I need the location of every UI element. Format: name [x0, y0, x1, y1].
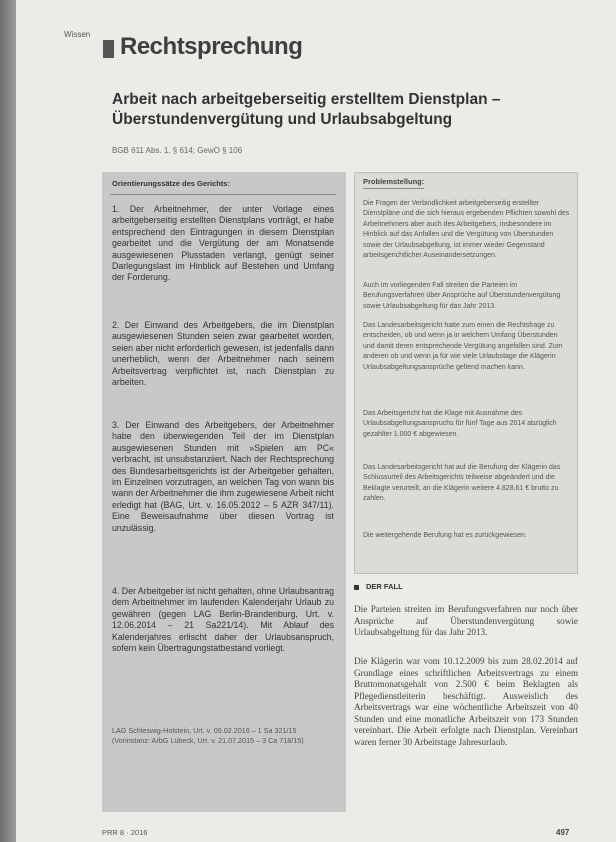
- section-bullet-icon: [354, 585, 359, 590]
- problem-paragraph: Die weitergehende Berufung hat es zurückgewiesen.: [363, 532, 527, 539]
- case-heading: DER FALL: [366, 582, 403, 591]
- case-paragraph: Die Klägerin war vom 10.12.2009 bis zum 28.02.2014 auf Grundlage eines schriftlichen Arbeitsvertrags zu einem Bruttomonatsgehalt von 2.500 € beim Beklagten als Pflegedienstleiterin beschäftigt. Ausweislich des Arbeitsvertrags war eine wöchentliche Arbeitszeit von 40 Stunden und eine monatliche Arbeitszeit von 173 Stunden vereinbart. Die Arbeit erfolgte nach Dienstplan. Vereinbart waren ferner 30 Arbeitstage Jahresurlaub.: [354, 656, 578, 747]
- article-title: Arbeit nach arbeitgeberseitig erstelltem Dienstplan – Überstundenvergütung und Urlaubsabgeltung: [112, 91, 501, 128]
- problem-paragraph: Auch im vorliegenden Fall streiten die Parteien im Berufungsverfahren über Ansprüche auf Überstundenvergütung sowie Urlaubsabgeltung für das Jahr 2013.: [363, 282, 561, 310]
- problem-paragraph: Die Fragen der Verbindlichkeit arbeitgeberseitig erstellter Dienstpläne und die sich hieraus ergebenden Pflichten sowohl des Arbeitnehmers aber auch des Arbeitgebers, insbesondere im Hinblick auf das Anfallen und die Vergütung von Überstunden sowie der Urlaubsabgeltung, ist immer wieder Gegenstand arbeitsgerichtlicher Auseinandersetzungen.: [363, 200, 570, 260]
- page-edge-shadow: [0, 0, 16, 842]
- guideline-item: 4. Der Arbeitgeber ist nicht gehalten, ohne Urlaubsantrag dem Arbeitnehmer im laufenden Kalenderjahr Urlaub zu gewähren (gegen LAG Berlin-Brandenburg, Urt. v. 12.06.2014 – 21 Sa221/14). Mit Ablauf des Kalenderjahres erlischt daher der Urlaubsanspruch, sofern kein Übertragungstatbestand vorliegt.: [112, 586, 335, 654]
- guideline-item: 3. Der Einwand des Arbeitgebers, der Arbeitnehmer habe den überwiegenden Teil der im Dienstplan ausgewiesenen Stunden mit »Spielen am PC« verbracht, ist unsubstanziiert. Nach der Rechtsprechung des Bundesarbeitsgerichts ist der Arbeitgeber gehalten, im Einzelnen vorzutragen, an welchen Tag von wann bis wann der Arbeitnehmer die ihm zugewiesene Arbeit nicht erledigt hat (BAG, Urt. v. 16.05.2012 – 5 AZR 347/11). Eine Beweisaufnahme über diesen Vortrag ist unzulässig.: [112, 420, 334, 533]
- section-marker-block: [103, 40, 114, 58]
- problem-paragraph: Das Landesarbeitsgericht hatte zum einen die Rechtsfrage zu entscheiden, ob und wenn ja in welchem Umfang Überstunden und damit deren entsprechende Vergütung angefallen sind. Zum anderen ob und wenn ja für wie viele Urlaubstage die Klägerin Urlaubsabgeltungsansprüche geltend machen kann.: [363, 322, 563, 371]
- document-page: [16, 0, 616, 842]
- journal-footer: PRR 8 · 2016: [102, 828, 148, 837]
- problem-box: [354, 172, 578, 574]
- section-title: Rechtsprechung: [120, 33, 303, 60]
- problem-paragraph: Das Arbeitsgericht hat die Klage mit Ausnahme des Urlaubsabgeltungsanspruchs für fünf Tage aus 2014 abzüglich gezahlter 1.000 € abgewiesen.: [363, 410, 557, 438]
- guideline-item: 2. Der Einwand des Arbeitgebers, die im Dienstplan ausgewiesenen Stunden seien zwar gearbeitet worden, seien aber nicht erforderlich gewesen, ist jedenfalls dann unerheblich, wenn der Arbeitnehmer nach seinem Arbeitsvertrag verpflichtet ist, nach Dienstplan zu arbeiten.: [112, 320, 334, 388]
- guidelines-divider: [110, 194, 336, 195]
- section-label: Wissen: [64, 30, 91, 39]
- page-number: 497: [556, 828, 570, 837]
- court-source: LAG Schleswig-Holstein, Urt. v. 09.02.2016 – 1 Sa 321/15 (Vorinstanz: ArbG Lübeck, Urt. v. 21.07.2015 – 3 Ca 718/15): [112, 726, 304, 745]
- law-reference: BGB 611 Abs. 1, § 614; GewO § 106: [112, 146, 243, 155]
- guideline-item: 1. Der Arbeitnehmer, der unter Vorlage eines arbeitgeberseitig erstellten Dienstplans vorträgt, er habe entsprechend den Eintragungen in diesem Dienstplan gearbeitet und die Vergütung der am Monatsende ausgewiesenen Plusstaden verlangt, genügt seiner Darlegungslast im Hinblick auf Bestehen und Umfang der Forderung.: [112, 204, 334, 283]
- guidelines-box: [102, 172, 346, 812]
- problem-heading: Problemstellung:: [363, 177, 424, 189]
- case-paragraph: Die Parteien streiten im Berufungsverfahren nur noch über Ansprüche auf Überstundenvergütung sowie Urlaubsabgeltung für das Jahr 2013.: [354, 604, 578, 637]
- problem-paragraph: Das Landesarbeitsgericht hat auf die Berufung der Klägerin das Schlussurteil des Arbeitsgerichts teilweise abgeändert und die Beklagte verurteilt, an die Klägerin weitere 4.828,61 € brutto zu zahlen.: [363, 464, 561, 503]
- guidelines-heading: Orientierungssätze des Gerichts:: [112, 179, 230, 188]
